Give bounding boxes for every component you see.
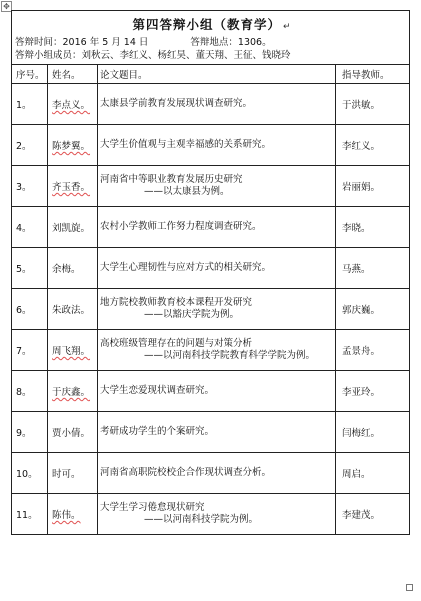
topic-title: 考研成功学生的个案研究。 [100,426,215,437]
row-number: 4。 [12,207,48,248]
student-name: 时可。 [52,469,81,480]
student-name-cell [48,166,98,207]
student-name: 朱政法。 [52,305,91,316]
header-row [12,65,410,84]
student-name-cell [48,453,98,494]
student-name: 贾小倩。 [52,428,91,439]
table-row [12,330,410,371]
student-name-cell [48,494,98,535]
row-number: 8。 [12,371,48,412]
topic-cell [98,494,336,535]
student-name: 陈梦翼。 [52,141,91,152]
topic-title: 河南省中等职业教育发展历史研究 [100,174,243,185]
row-number: 6。 [12,289,48,330]
topic-cell [98,125,336,166]
table-row [12,289,410,330]
topic-subtitle: ——以河南科技学院教育科学学院为例。 [144,350,316,361]
student-name: 陈伟。 [52,510,81,521]
student-name: 余梅。 [52,264,81,275]
advisor-name: 李建茂。 [336,494,410,535]
student-name-cell [48,84,98,125]
topic-cell [98,84,336,125]
row-number: 7。 [12,330,48,371]
topic-cell [98,166,336,207]
header-advisor: 指导教师。 [336,65,410,84]
student-name: 齐玉香。 [52,182,91,193]
student-name: 周飞翔。 [52,346,91,357]
advisor-name: 马燕。 [336,248,410,289]
student-name: 刘凯旋。 [52,223,91,234]
header-name: 姓名。 [48,65,98,84]
student-name-cell [48,412,98,453]
topic-cell [98,330,336,371]
topic-title: 河南省高职院校校企合作现状调查分析。 [100,467,272,478]
row-number: 5。 [12,248,48,289]
topic-subtitle: ——以太康县为例。 [144,186,230,197]
student-name-cell [48,330,98,371]
defense-members: 答辩小组成员：刘秋云、李红义、杨红昊、董天翔、王征、钱晓玲 [15,50,291,61]
topic-cell [98,248,336,289]
advisor-name: 李亚玲。 [336,371,410,412]
table-row [12,166,410,207]
topic-title: 高校班级管理存在的问题与对策分析 [100,338,253,349]
topic-title: 大学生价值观与主观幸福感的关系研究。 [100,139,272,150]
paragraph-mark-icon: ↵ [282,21,291,32]
table-row [12,371,410,412]
table-row [12,248,410,289]
table-move-handle-icon[interactable]: ✥ [1,1,12,12]
advisor-name: 李晓。 [336,207,410,248]
topic-cell [98,289,336,330]
student-name-cell [48,248,98,289]
advisor-name: 周启。 [336,453,410,494]
topic-cell [98,371,336,412]
info-cell [12,36,410,65]
advisor-name: 李红义。 [336,125,410,166]
topic-subtitle: ——以豁庆学院为例。 [144,309,240,320]
advisor-name: 于洪敏。 [336,84,410,125]
topic-cell [98,412,336,453]
topic-subtitle: ——以河南科技学院为例。 [144,514,259,525]
topic-title: 大学生学习倦怠现状研究 [100,502,205,513]
info-line-time-place [15,36,409,49]
student-name-cell [48,207,98,248]
advisor-name: 郭庆巍。 [336,289,410,330]
header-topic: 论文题目。 [98,65,336,84]
student-name: 于庆鑫。 [52,387,91,398]
advisor-name: 岩丽娟。 [336,166,410,207]
row-number: 9。 [12,412,48,453]
topic-title: 地方院校教师教育校本课程开发研究 [100,297,253,308]
student-name-cell [48,371,98,412]
topic-title: 太康县学前教育发展现状调查研究。 [100,98,253,109]
table-row [12,494,410,535]
student-name: 李点义。 [52,100,91,111]
defense-schedule-table [11,10,410,535]
row-number: 3。 [12,166,48,207]
topic-title: 大学生恋爱现状调查研究。 [100,385,215,396]
row-number: 11。 [12,494,48,535]
title-cell [12,11,410,37]
topic-cell [98,207,336,248]
table-row [12,125,410,166]
table-row [12,453,410,494]
row-number: 10。 [12,453,48,494]
row-number: 1。 [12,84,48,125]
topic-cell [98,453,336,494]
student-name-cell [48,289,98,330]
row-number: 2。 [12,125,48,166]
header-num: 序号。 [12,65,48,84]
document-title: 第四答辩小组（教育学） [132,16,281,32]
advisor-name: 闫梅红。 [336,412,410,453]
table-row [12,84,410,125]
advisor-name: 孟景舟。 [336,330,410,371]
table-row [12,412,410,453]
table-resize-handle-icon[interactable] [406,584,413,591]
topic-title: 大学生心理韧性与应对方式的相关研究。 [100,262,272,273]
defense-place: 答辩地点：1306。 [190,37,272,48]
defense-time: 答辩时间：2016 年 5 月 14 日 [15,37,149,48]
topic-title: 农村小学教师工作努力程度调查研究。 [100,221,262,232]
student-name-cell [48,125,98,166]
table-row [12,207,410,248]
